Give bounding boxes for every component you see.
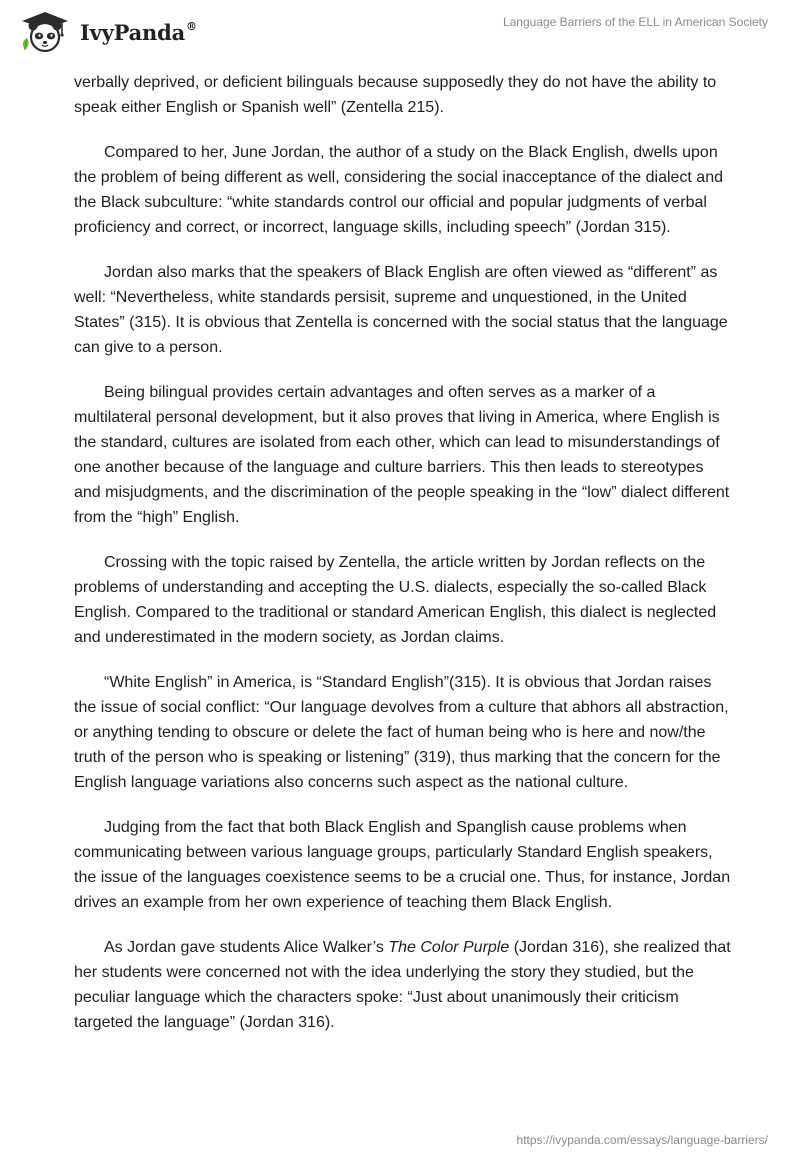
paragraph: Jordan also marks that the speakers of Black English are often viewed as “different” as well: “Nevertheless, white standards persisit, supreme and unquestioned, in the United States” (315). It is obvious that Zentella is concerned with the social status that the language can give to a person. [74,264,728,356]
panda-logo-icon [16,10,74,54]
paragraph: “White English” in America, is “Standard English”(315). It is obvious that Jordan raises the issue of social conflict: “Our language devolves from a culture that abhors all abstraction, or anything tending to obscure or delete the fact of human being who is here and now/the truth of the person who is speaking or listening” (319), thus marking that the concern for the English language variations also concerns such aspect as the national culture. [74,674,729,791]
brand-name: IvyPanda® [80,19,197,45]
book-title: The Color Purple [388,939,510,956]
paragraph-text: (Jordan 316), she realized that her students were concerned not with the idea underlying the story they studied, but the peculiar language which the characters spoke: “Just about unanimously their criticism targeted the language” (Jordan 316). [74,939,731,1031]
paragraph: Compared to her, June Jordan, the author of a study on the Black English, dwells upon the problem of being different as well, considering the social inacceptance of the dialect and the Black subculture: “white standards control our official and popular judgments of verbal proficiency and correct, or incorrect, language skills, including speech” (Jordan 315). [74,144,723,236]
source-url[interactable]: https://ivypanda.com/essays/language-barriers/ [516,1133,768,1147]
paragraph [74,935,734,1035]
paragraph-text: As Jordan gave students Alice Walker’s [104,939,389,956]
paragraph: Judging from the fact that both Black English and Spanglish cause problems when communicating between various language groups, particularly Standard English speakers, the issue of the languages coexistence seems to be a crucial one. Thus, for instance, Jordan drives an example from her own experience of teaching them Black English. [74,819,731,911]
document-title: Language Barriers of the ELL in American Society [502,15,768,29]
paragraph: verbally deprived, or deficient bilinguals because supposedly they do not have the ability to speak either English or Spanish well” (Zentella 215). [74,74,717,116]
paragraph: Being bilingual provides certain advantages and often serves as a marker of a multilateral personal development, but it also proves that living in America, where English is the standard, cultures are isolated from each other, which can lead to misunderstandings of one another because of the language and culture barriers. This then leads to stereotypes and misjudgments, and the discrimination of the people speaking in the “low” dialect different from the “high” English. [74,384,730,526]
essay-body [74,70,734,1055]
page-header [0,0,800,70]
paragraph: Crossing with the topic raised by Zentella, the article written by Jordan reflects on the problems of understanding and accepting the U.S. dialects, especially the so-called Black English. Compared to the traditional or standard American English, this dialect is neglected and underestimated in the modern society, as Jordan claims. [74,554,717,646]
brand-logo[interactable] [16,10,197,54]
